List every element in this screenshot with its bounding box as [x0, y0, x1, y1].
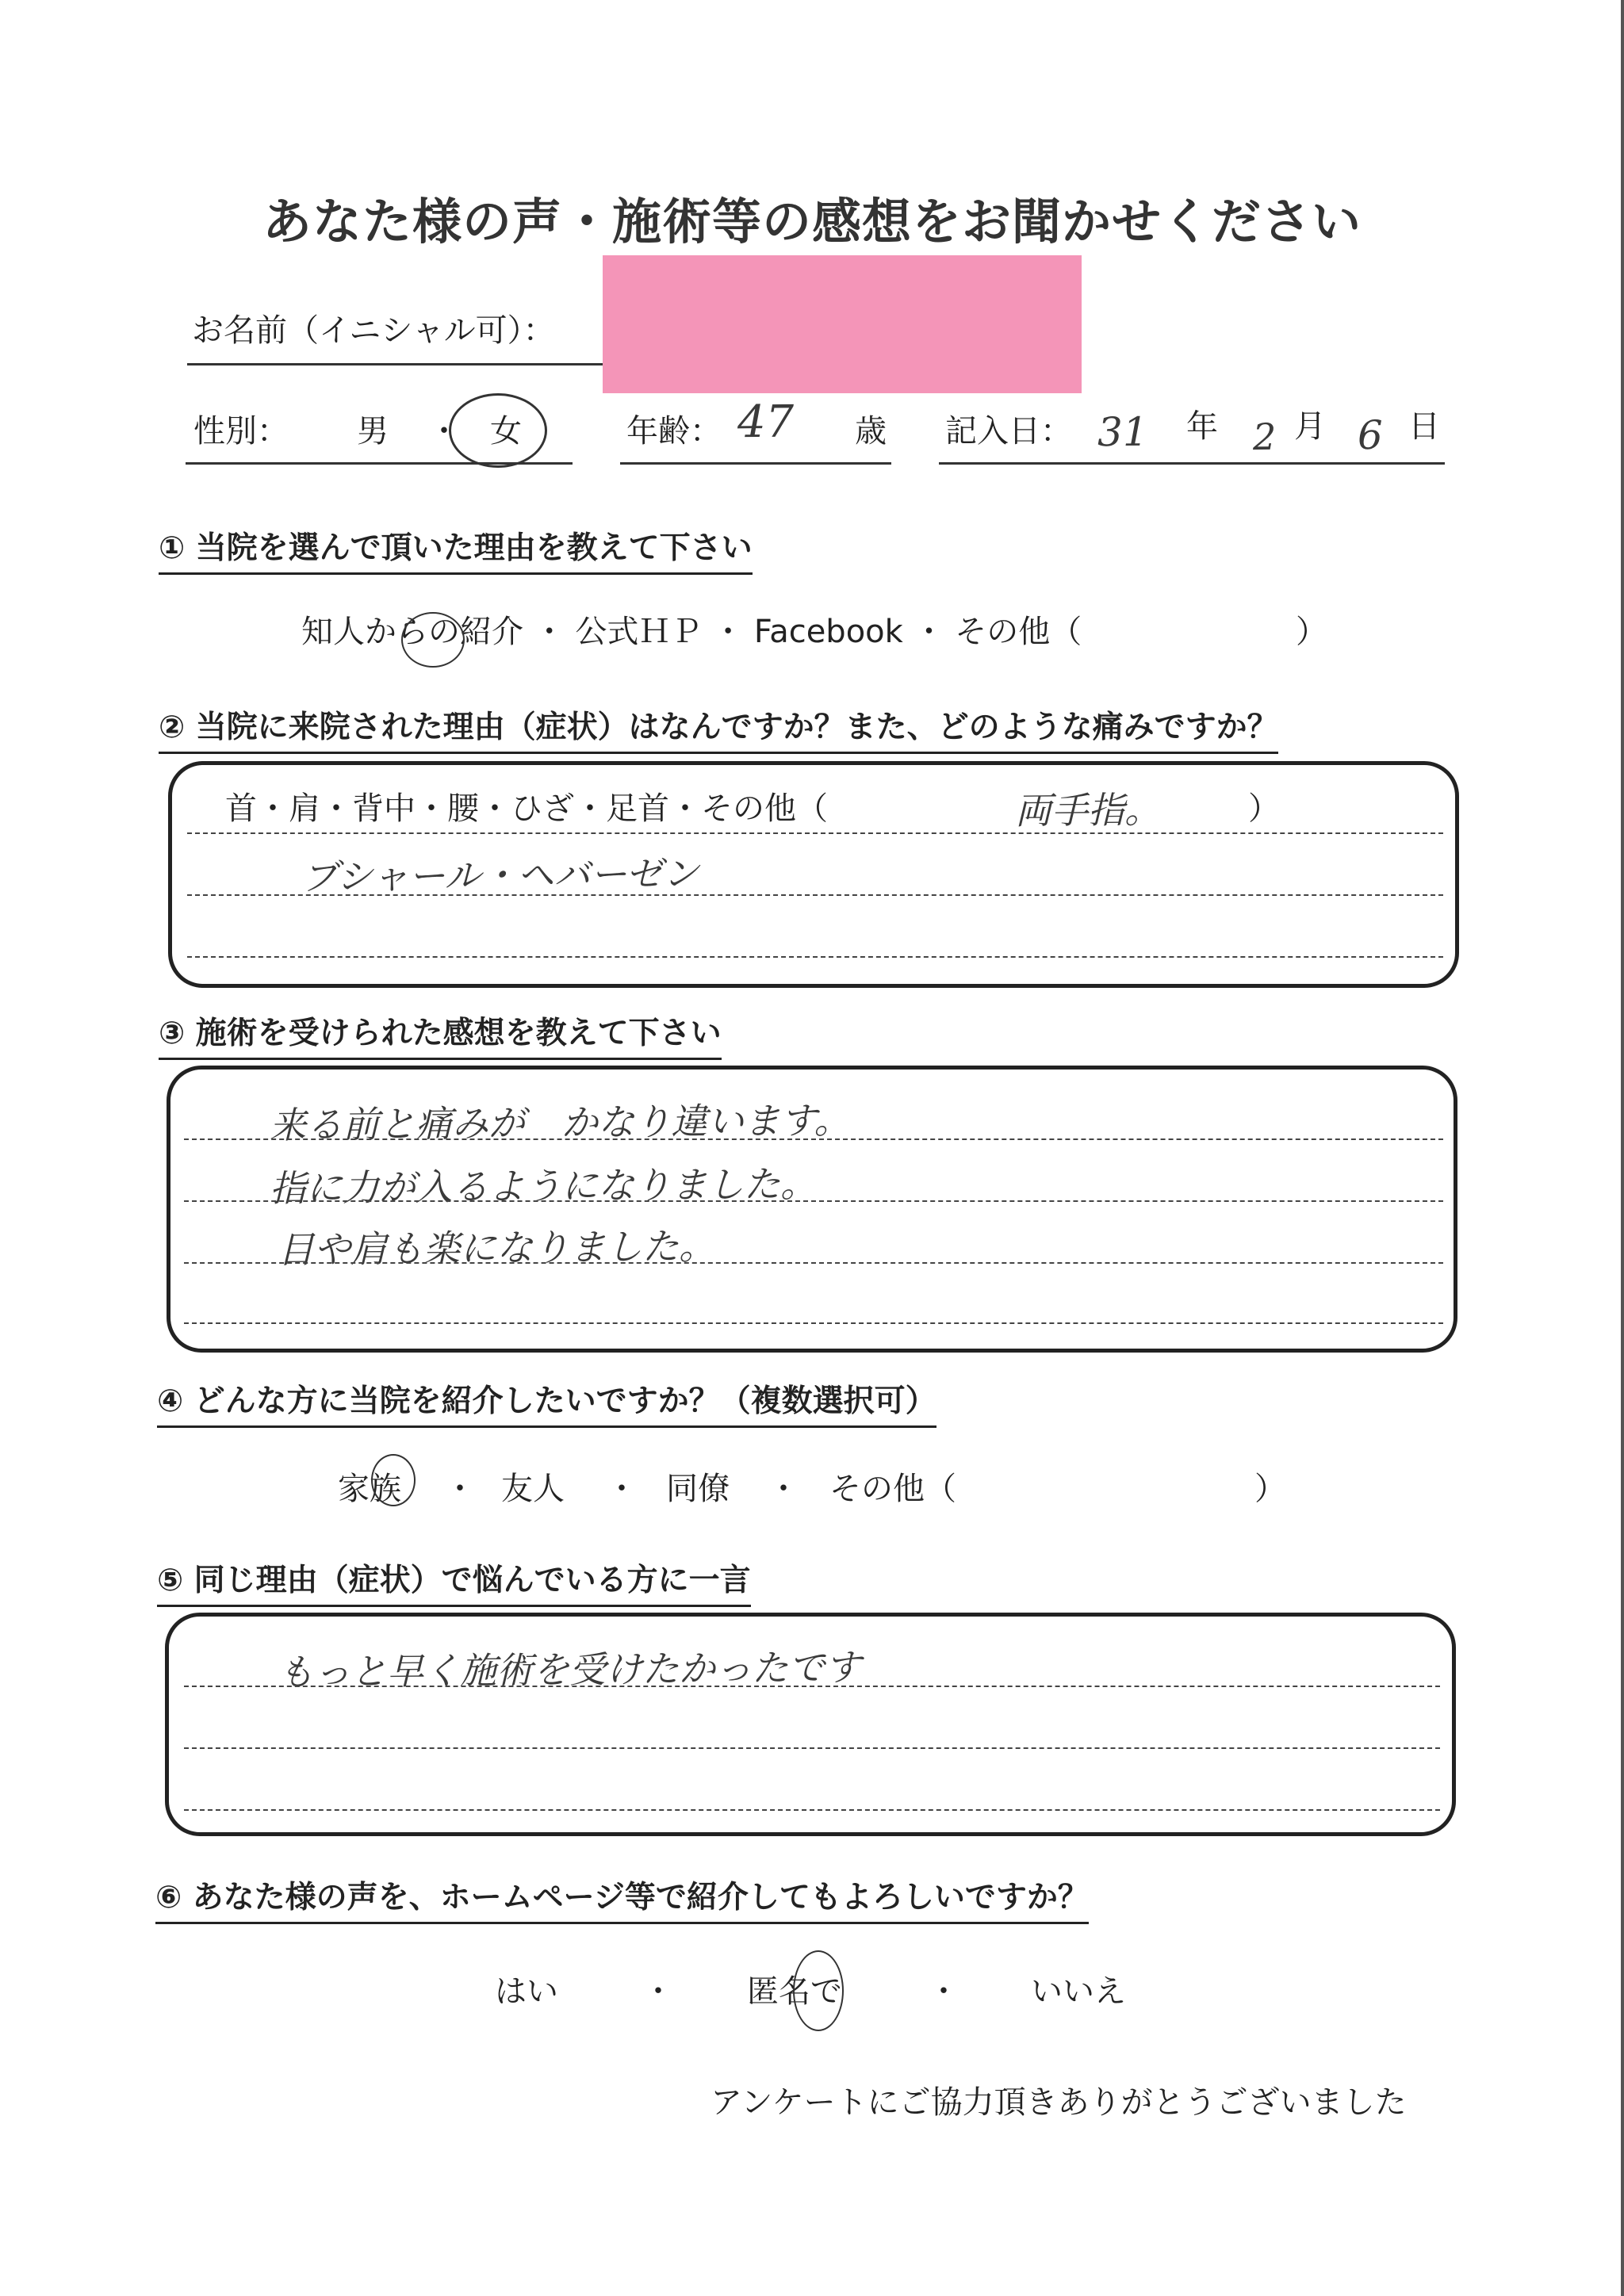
q4-close-paren: ） — [1254, 1471, 1286, 1507]
q5-dotted-line — [184, 1686, 1440, 1687]
q6-heading: ⑥ あなた様の声を、ホームページ等で紹介してもよろしいですか？ — [155, 1873, 1089, 1924]
q2-options[interactable]: 首・肩・背中・腰・ひざ・足首・その他（ — [225, 790, 828, 827]
q4-option-family[interactable]: 家族 — [338, 1471, 401, 1507]
gender-female[interactable]: 女 — [490, 413, 522, 450]
date-day-unit: 日 — [1408, 408, 1440, 445]
q2-dotted-line — [187, 956, 1443, 958]
gender-separator: ・ — [428, 413, 460, 450]
gender-selected-circle — [449, 393, 547, 468]
date-month[interactable]: 2 — [1252, 415, 1277, 459]
q6-option-no[interactable]: いいえ — [1031, 1973, 1126, 2010]
q5-dotted-line — [184, 1809, 1440, 1811]
date-year-unit: 年 — [1186, 408, 1218, 445]
page-title: あなた様の声・施術等の感想をお聞かせください — [262, 193, 1362, 251]
date-year[interactable]: 31 — [1097, 408, 1148, 456]
q4-separator: ・ — [444, 1471, 476, 1507]
q5-answer-line1[interactable]: もっと早く施術を受けたかったです — [277, 1645, 862, 1694]
thank-you-footer: アンケートにご協力頂きありがとうございました — [710, 2084, 1407, 2121]
redacted-name-block — [603, 255, 1082, 393]
q4-option-friend[interactable]: 友人 — [501, 1471, 565, 1507]
q6-selected-mark — [793, 1950, 844, 2031]
q3-answer-line2[interactable]: 指に力が入るようになりました。 — [269, 1161, 818, 1211]
q4-separator: ・ — [768, 1471, 799, 1507]
q1-options[interactable]: 知人からの紹介 ・ 公式ＨＰ ・ Facebook ・ その他（ — [301, 614, 1082, 650]
q6-option-yes[interactable]: はい — [495, 1973, 558, 2010]
gender-male[interactable]: 男 — [357, 413, 389, 450]
age-label: 年齢： — [626, 413, 722, 450]
q4-selected-mark — [371, 1454, 416, 1506]
age-unit: 歳 — [855, 413, 887, 450]
q3-answer-line3[interactable]: 目や肩も楽になりました。 — [277, 1224, 716, 1272]
page-edge — [1621, 0, 1624, 2296]
age-value[interactable]: 47 — [737, 396, 795, 449]
q1-close-paren: ） — [1296, 614, 1327, 650]
gender-label: 性別： — [193, 413, 289, 450]
q4-heading: ④ どんな方に当院を紹介したいですか？（複数選択可） — [157, 1376, 936, 1428]
q3-answer-line1[interactable]: 来る前と痛みが かなり違います。 — [269, 1098, 851, 1147]
q3-dotted-line — [184, 1200, 1443, 1202]
gender-underline — [186, 462, 573, 465]
date-month-unit: 月 — [1294, 408, 1326, 445]
q6-separator: ・ — [642, 1973, 674, 2010]
q2-dotted-line — [187, 832, 1443, 834]
date-day[interactable]: 6 — [1357, 411, 1384, 459]
date-underline — [939, 462, 1445, 465]
q5-dotted-line — [184, 1747, 1440, 1749]
name-underline — [187, 363, 607, 365]
q1-heading: ① 当院を選んで頂いた理由を教えて下さい — [159, 523, 753, 575]
q2-answer-line1[interactable]: ブシャール・ヘバーゼン — [301, 851, 699, 899]
q3-heading: ③ 施術を受けられた感想を教えて下さい — [159, 1008, 722, 1060]
q2-other-value[interactable]: 両手指。 — [1014, 788, 1162, 832]
q4-separator: ・ — [606, 1471, 638, 1507]
q4-option-coworker[interactable]: 同僚 — [666, 1471, 730, 1507]
age-underline — [620, 462, 891, 465]
q3-dotted-line — [184, 1262, 1443, 1264]
q2-heading: ② 当院に来院された理由（症状）はなんですか？また、どのような痛みですか？ — [159, 702, 1278, 754]
q6-option-anonymous[interactable]: 匿名で — [747, 1973, 842, 2010]
q3-dotted-line — [184, 1322, 1443, 1324]
date-label: 記入日： — [945, 413, 1072, 450]
q5-heading: ⑤ 同じ理由（症状）で悩んでいる方に一言 — [157, 1556, 751, 1607]
q2-close-paren: ） — [1248, 790, 1280, 827]
q4-option-other[interactable]: その他（ — [829, 1471, 956, 1507]
q3-dotted-line — [184, 1138, 1443, 1140]
q1-selected-mark — [401, 612, 465, 668]
q6-separator: ・ — [928, 1973, 959, 2010]
q2-dotted-line — [187, 894, 1443, 896]
name-label: お名前（イニシャル可）： — [192, 312, 555, 349]
